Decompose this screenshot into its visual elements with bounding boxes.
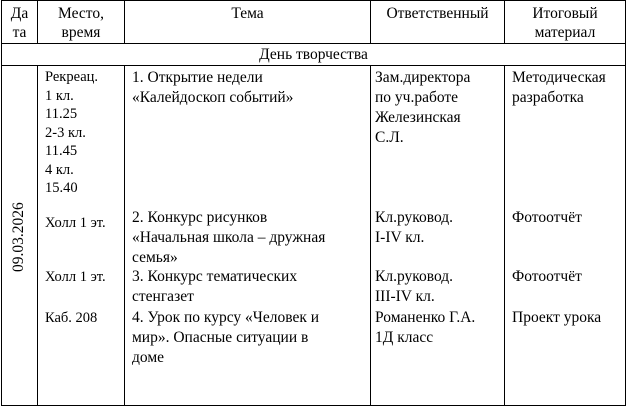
header-place-line-1: Место, [58,5,104,22]
row4-place: Каб. 208 [45,310,98,326]
row1-place-line-1: Рекреац. [45,69,99,85]
header-responsible: Ответственный [386,5,489,22]
header-separator [1,43,626,44]
date-value: 09.03.2026 [10,202,27,272]
row4-result: Проект урока [512,309,602,326]
row4-topic-line-2: мир». Опасные ситуации в [132,329,309,346]
row3-result: Фотоотчёт [512,268,582,285]
row1-topic-line-1: 1. Открытие недели [132,69,263,86]
row3-place: Холл 1 эт. [45,269,106,285]
row4-topic-line-1: 4. Урок по курсу «Человек и [132,309,320,326]
row2-responsible-line-1: Кл.руковод. [375,209,454,226]
row1-responsible-line-2: по уч.работе [375,89,459,106]
row1-place-line-4: 2-3 кл. [45,125,86,141]
row1-place-line-5: 11.45 [45,143,78,159]
header-result-line-2: материал [534,24,596,41]
row1-topic-line-2: «Калейдоскоп событий» [132,89,294,106]
header-result-line-1: Итоговый [532,5,598,22]
table-border-top [1,0,626,1]
row1-responsible-line-3: Железинская [375,109,461,126]
table-border-right [625,0,626,406]
row4-responsible-line-2: 1Д класс [375,329,434,346]
header-place-line-2: время [61,24,101,41]
section-title: День творчества [259,46,368,63]
row1-place-line-6: 4 кл. [45,162,74,178]
row4-topic-line-3: доме [132,349,165,366]
row3-responsible-line-2: III-IV кл. [375,288,435,305]
column-divider-4-body [504,65,505,406]
row3-topic-line-2: стенгазет [132,288,194,305]
row2-responsible-line-2: I-IV кл. [375,229,425,246]
row2-place: Холл 1 эт. [45,215,106,231]
row1-result-line-2: разработка [512,89,584,106]
column-divider-3-body [370,65,371,406]
row1-place-line-7: 15.40 [45,180,78,196]
row2-result: Фотоотчёт [512,209,582,226]
column-divider-1-body [37,65,38,406]
table-border-bottom [1,405,626,406]
row2-topic-line-1: 2. Конкурс рисунков [132,209,268,226]
row3-topic-line-1: 3. Конкурс тематических [132,268,298,285]
row1-responsible-line-4: С.Л. [375,129,404,146]
row1-responsible-line-1: Зам.директора [375,69,471,86]
section-separator [1,65,626,66]
row1-result-line-1: Методическая [512,69,606,86]
row2-topic-line-3: семья» [132,249,178,266]
row4-responsible-line-1: Романенко Г.А. [375,309,476,326]
row1-place-line-3: 11.25 [45,106,78,122]
header-date-line-2: та [12,24,27,41]
header-date-line-1: Да [10,5,29,22]
row2-topic-line-2: «Начальная школа – дружная [132,229,326,246]
row3-responsible-line-1: Кл.руковод. [375,268,454,285]
row1-place-line-2: 1 кл. [45,88,74,104]
column-divider-2-body [124,65,125,406]
header-topic: Тема [231,5,264,22]
